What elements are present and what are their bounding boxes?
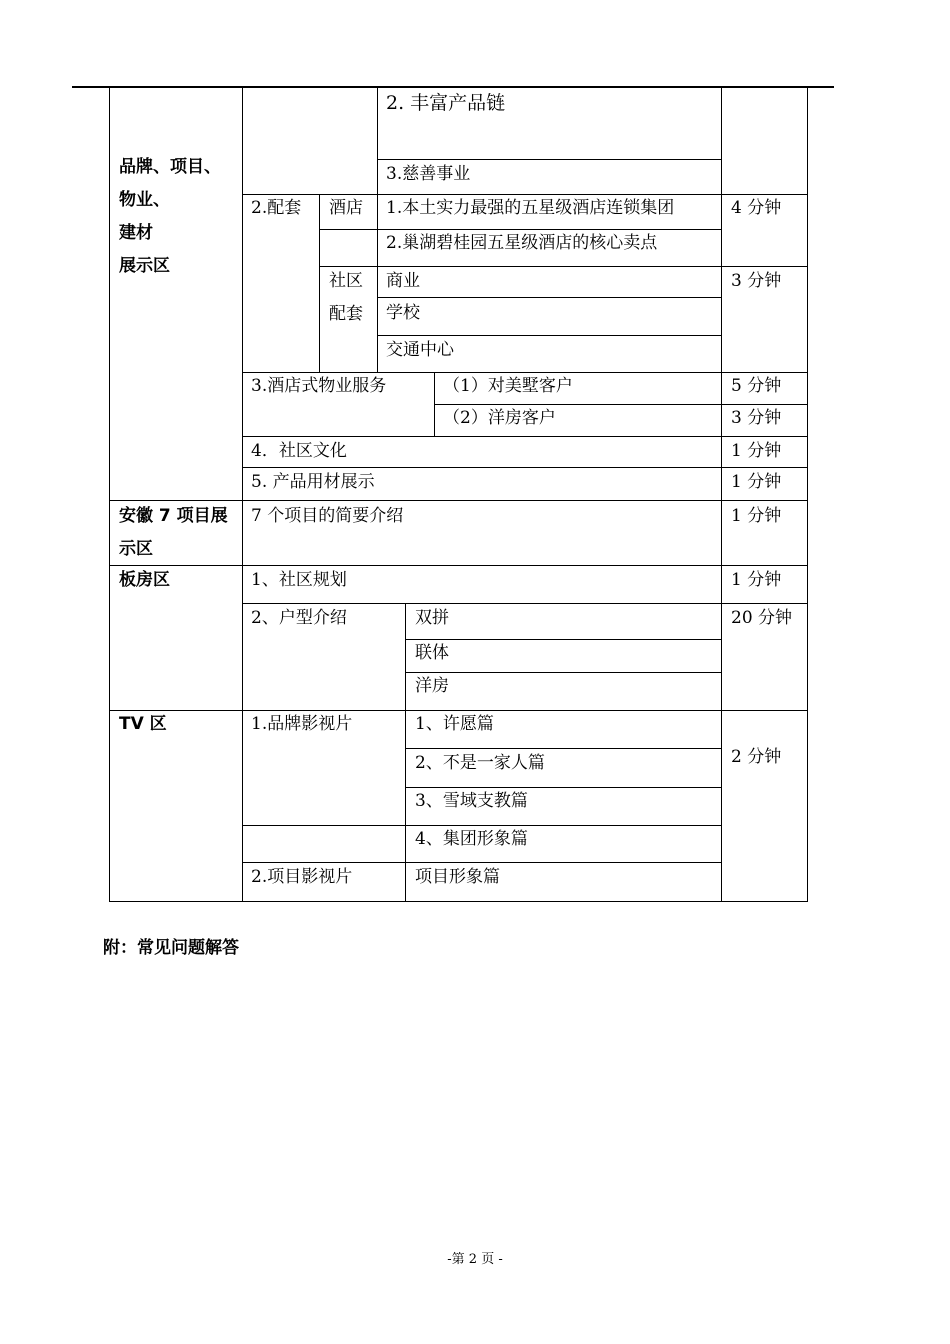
time-cell: 4 分钟 (731, 198, 782, 218)
col-line (405, 604, 406, 902)
hotel-label: 酒店 (329, 198, 363, 218)
film-cell: 1、许愿篇 (415, 714, 494, 734)
table-border-right (807, 87, 808, 902)
time-cell: 3 分钟 (731, 271, 782, 291)
row-line (242, 436, 808, 437)
zone-anhui-line: 安徽 7 项目展 (119, 506, 228, 526)
row-line (242, 862, 722, 863)
row-line (377, 335, 722, 336)
villa-client-cell: （1）对美墅客户 (443, 376, 573, 396)
row-line (242, 825, 722, 826)
row-line (109, 710, 808, 711)
row-line (405, 748, 722, 749)
time-cell: 1 分钟 (731, 472, 782, 492)
house-client-cell: （2）洋房客户 (443, 408, 556, 428)
row-line (319, 266, 808, 267)
row-line (377, 297, 722, 298)
material-cell: 5. 产品用材展示 (251, 472, 375, 492)
col-line (377, 87, 378, 373)
col-line (721, 87, 722, 902)
hotel-point-1: 1.本土实力最强的五星级酒店连锁集团 (386, 198, 675, 218)
zone-brand-line: 展示区 (119, 256, 170, 276)
row-line (242, 467, 808, 468)
row-line (109, 565, 808, 566)
col-line (242, 87, 243, 902)
peitao-label: 2.配套 (251, 198, 302, 218)
unit-type-cell: 联体 (415, 643, 449, 663)
time-cell: 20 分钟 (731, 608, 793, 628)
unit-intro-cell: 2、户型介绍 (251, 608, 347, 628)
row-line (319, 229, 722, 230)
row-line (434, 404, 808, 405)
row-line (242, 603, 808, 604)
item-product-chain: 2. 丰富产品链 (386, 92, 506, 114)
zone-tv: TV 区 (119, 714, 167, 734)
brand-film-cell: 1.品牌影视片 (251, 714, 353, 734)
col-line (434, 373, 435, 437)
film-cell: 3、雪域支教篇 (415, 791, 528, 811)
row-line (405, 639, 722, 640)
time-cell: 2 分钟 (731, 747, 782, 767)
time-cell: 1 分钟 (731, 506, 782, 526)
page-footer: -第 2 页 - (447, 1252, 503, 1267)
header-rule (72, 86, 834, 88)
project-film-cell: 2.项目影视片 (251, 867, 353, 887)
zone-board: 板房区 (119, 570, 170, 590)
traffic-cell: 交通中心 (386, 340, 454, 360)
col-line (319, 194, 320, 373)
anhui-intro-cell: 7 个项目的简要介绍 (251, 506, 404, 526)
row-line (109, 500, 808, 501)
community-label: 社区 (329, 271, 363, 291)
table-border-left (109, 87, 110, 902)
planning-cell: 1、社区规划 (251, 570, 347, 590)
row-line (405, 787, 722, 788)
school-cell: 学校 (386, 303, 420, 323)
unit-type-cell: 洋房 (415, 676, 449, 696)
service-label: 3.酒店式物业服务 (251, 376, 387, 396)
time-cell: 1 分钟 (731, 570, 782, 590)
time-cell: 3 分钟 (731, 408, 782, 428)
zone-brand-line: 品牌、项目、 (119, 157, 221, 177)
row-line (405, 672, 722, 673)
film-cell: 2、不是一家人篇 (415, 753, 545, 773)
row-line (242, 372, 808, 373)
hotel-point-2: 2.巢湖碧桂园五星级酒店的核心卖点 (386, 233, 658, 253)
unit-type-cell: 双拼 (415, 608, 449, 628)
appendix-heading: 附：常见问题解答 (103, 938, 239, 958)
time-cell: 1 分钟 (731, 441, 782, 461)
commerce-cell: 商业 (386, 271, 420, 291)
zone-anhui-line: 示区 (119, 539, 153, 559)
project-film-item-cell: 项目形象篇 (415, 867, 500, 887)
time-cell: 5 分钟 (731, 376, 782, 396)
zone-brand-line: 建材 (119, 223, 153, 243)
table-border-bottom (109, 901, 808, 902)
row-line (242, 194, 808, 195)
item-charity: 3.慈善事业 (386, 164, 471, 184)
film-cell: 4、集团形象篇 (415, 829, 528, 849)
row-line (377, 159, 722, 160)
zone-brand-line: 物业、 (119, 190, 170, 210)
community-label: 配套 (329, 304, 363, 324)
culture-cell: 4．社区文化 (251, 441, 347, 461)
